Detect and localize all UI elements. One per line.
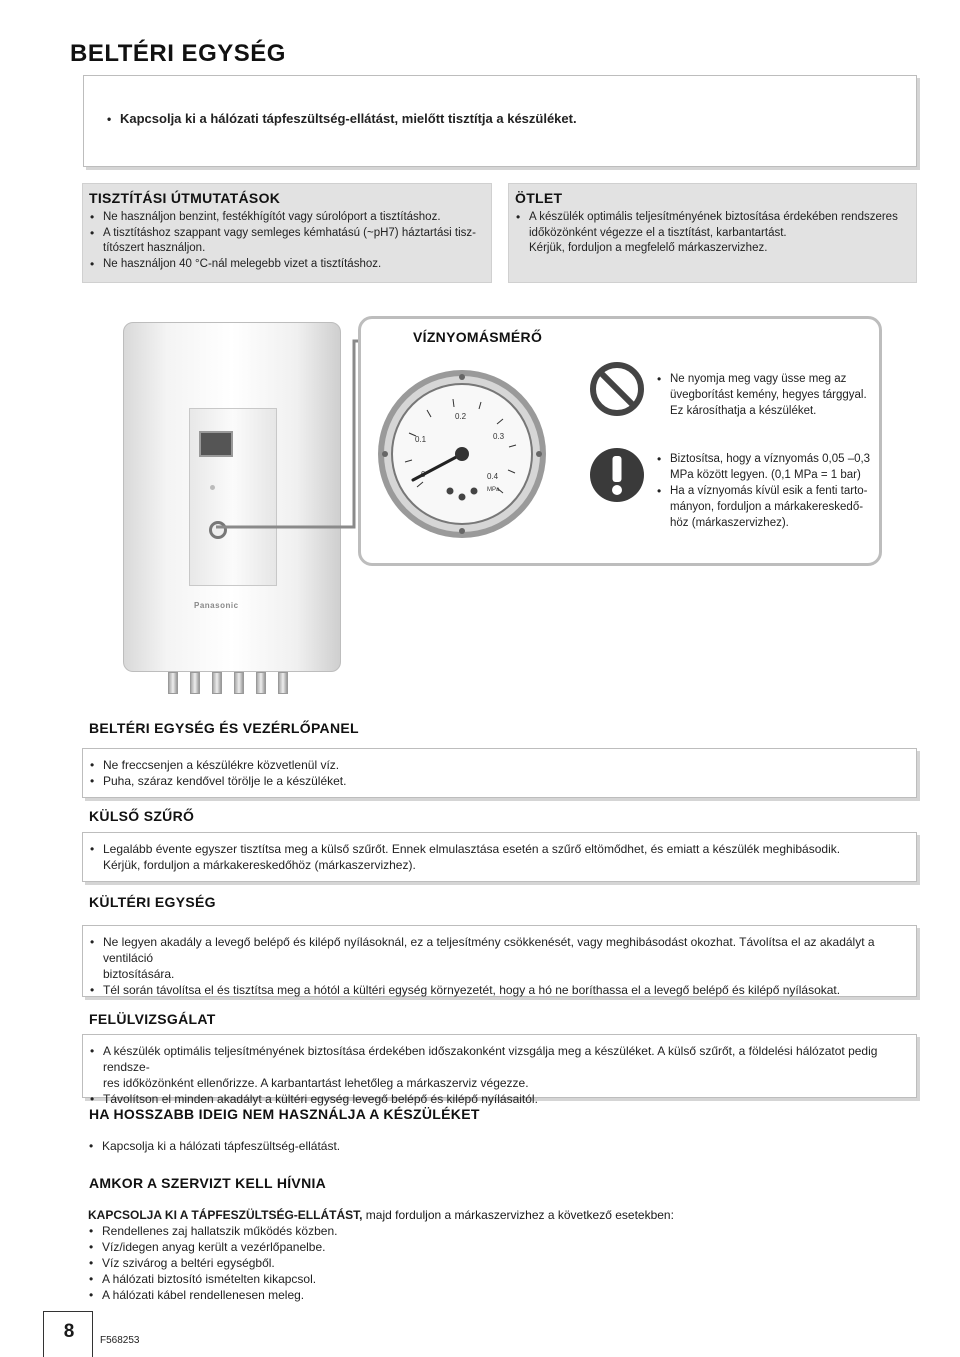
list-item-continuation: res időközönként ellenőrizze. A karbantartást lehetőleg a márkaszerviz végezze. [103, 1076, 529, 1090]
external-filter-heading: KÜLSŐ SZŰRŐ [89, 808, 195, 824]
cleaning-instructions-box [82, 183, 492, 283]
list-item: • Rendellenes zaj hallatszik működés közben. [88, 1223, 908, 1239]
power-off-warning-box [83, 75, 917, 167]
warning-text: • Kapcsolja ki a hálózati tápfeszültség-ellátást, mielőtt tisztítja a készüléket. [106, 111, 577, 127]
external-filter-box [82, 832, 917, 882]
inspection-box [82, 1034, 917, 1106]
list-item-continuation: mányon, forduljon a márkakereskedő- [670, 501, 864, 513]
pipe [212, 672, 222, 694]
list-item: • Biztosítsa, hogy a víznyomás 0,05 –0,3 [656, 451, 871, 467]
long-unused-section [88, 1138, 908, 1154]
list-item: • Távolítson el minden akadályt a kültéri egység levegő belépő és kilépő nyílásaitól. [89, 1091, 909, 1107]
dial-unit: MPa [487, 487, 500, 493]
pipe [256, 672, 266, 694]
list-item: • Ne freccsenjen a készülékre közvetlenül víz. [89, 757, 909, 773]
list-item: • Ne használjon benzint, festékhígítót vagy súrolóport a tisztításhoz. [89, 210, 484, 226]
indoor-panel-heading: BELTÉRI EGYSÉG ÉS VEZÉRLŐPANEL [89, 720, 359, 736]
brand-logo: Panasonic [194, 601, 239, 610]
list-item: • A hálózati biztosító ismételten kikapcsol. [88, 1271, 908, 1287]
pipe [168, 672, 178, 694]
pipe [234, 672, 244, 694]
callout-connector-line [216, 335, 372, 535]
call-service-section [88, 1207, 908, 1303]
list-item: • Ha a víznyomás kívül esik a fenti tarto- [656, 483, 871, 499]
pipe [190, 672, 200, 694]
page-title: BELTÉRI EGYSÉG [70, 40, 286, 67]
cleaning-heading: TISZTÍTÁSI ÚTMUTATÁSOK [89, 190, 281, 206]
tip-heading: ÖTLET [515, 190, 563, 206]
list-item: • Puha, száraz kendővel törölje le a készüléket. [89, 773, 909, 789]
list-item-continuation: üvegborítást kemény, hegyes tárggyal. [670, 389, 867, 401]
gauge-heading: VÍZNYOMÁSMÉRŐ [413, 329, 543, 345]
prohibition-icon [589, 361, 645, 417]
list-item: • Víz szivárog a beltéri egységből. [88, 1255, 908, 1271]
list-item: • Tél során távolítsa el és tisztítsa meg a hótól a kültéri egység környezetét, hogy a hó ne boríthassa el a levegő belépő és kilépő nyílásokat. [89, 982, 909, 998]
list-item-continuation: Ez károsíthatja a készüléket. [670, 405, 817, 417]
list-item: • A hálózati kábel rendellenesen meleg. [88, 1287, 908, 1303]
list-item: • Ne legyen akadály a levegő belépő és kilépő nyílásoknál, ez a teljesítmény csökkenését, vagy meghibásodást okozhat. Távolítsa el az akadályt a ventiláció [89, 934, 909, 966]
document-code: F568253 [100, 1335, 140, 1346]
list-item: • Ne nyomja meg vagy üsse meg az [656, 371, 871, 387]
dial-label: 0.1 [415, 435, 427, 444]
long-unused-heading: HA HOSSZABB IDEIG NEM HASZNÁLJA A KÉSZÜLÉKET [89, 1106, 480, 1122]
outdoor-unit-heading: KÜLTÉRI EGYSÉG [89, 894, 216, 910]
list-item: • Kapcsolja ki a hálózati tápfeszültség-ellátást. [88, 1138, 908, 1154]
list-item-continuation: biztosítására. [103, 967, 175, 981]
pipe [278, 672, 288, 694]
dial-label: 0.4 [487, 472, 499, 481]
call-service-lead [88, 1207, 908, 1223]
water-pressure-gauge-box [358, 316, 882, 566]
unit-pipes [168, 672, 298, 698]
dial-label: 0.2 [455, 412, 467, 421]
outdoor-unit-box [82, 925, 917, 997]
unit-indicator [210, 485, 215, 490]
list-item: • A készülék optimális teljesítményének biztosítása érdekében időszakonként vizsgálja meg a készüléket. A külső szűrőt, a földelési hálózatot pedig rendsze- [89, 1043, 909, 1075]
call-service-lead-bold: KAPCSOLJA KI A TÁPFESZÜLTSÉG-ELLÁTÁST, [88, 1208, 363, 1222]
page-number: 8 [63, 1321, 75, 1342]
pressure-gauge-icon [375, 367, 550, 542]
list-item: • Legalább évente egyszer tisztítsa meg a külső szűrőt. Ennek elmulasztása esetén a szűrő eltömődhet, és emiatt a készülék meghibásodik. [89, 841, 909, 857]
list-item: • A tisztításhoz szappant vagy semleges kémhatású (~pH7) háztartási tisz- [89, 226, 484, 242]
call-service-lead-rest: majd forduljon a márkaszervizhez a következő esetekben: [362, 1208, 674, 1222]
list-item: • A készülék optimális teljesítményének biztosítása érdekében rendszeres [515, 210, 910, 226]
call-service-heading: AMKOR A SZERVIZT KELL HÍVNIA [89, 1175, 327, 1191]
indoor-panel-box [82, 748, 917, 798]
list-item-continuation: MPa között legyen. (0,1 MPa = 1 bar) [670, 469, 861, 481]
page-number-box [43, 1311, 93, 1357]
inspection-heading: FELÜLVIZSGÁLAT [89, 1011, 216, 1027]
exclamation-icon [589, 447, 645, 503]
list-item-continuation: Kérjük, forduljon a márkakereskedőhöz (márkaszervizhez). [103, 858, 416, 872]
list-item-continuation: títószert használjon. [103, 242, 206, 254]
list-item-continuation: Kérjük, forduljon a megfelelő márkaszervizhez. [529, 242, 768, 254]
tip-box [508, 183, 917, 283]
list-item-continuation: höz (márkaszervizhez). [670, 517, 789, 529]
list-item: • Ne használjon 40 °C-nál melegebb vizet a tisztításhoz. [89, 257, 484, 273]
dial-label: 0.3 [493, 432, 505, 441]
list-item-continuation: időközönként végezze el a tisztítást, karbantartást. [529, 226, 787, 239]
list-item: • Víz/idegen anyag került a vezérlőpanelbe. [88, 1239, 908, 1255]
